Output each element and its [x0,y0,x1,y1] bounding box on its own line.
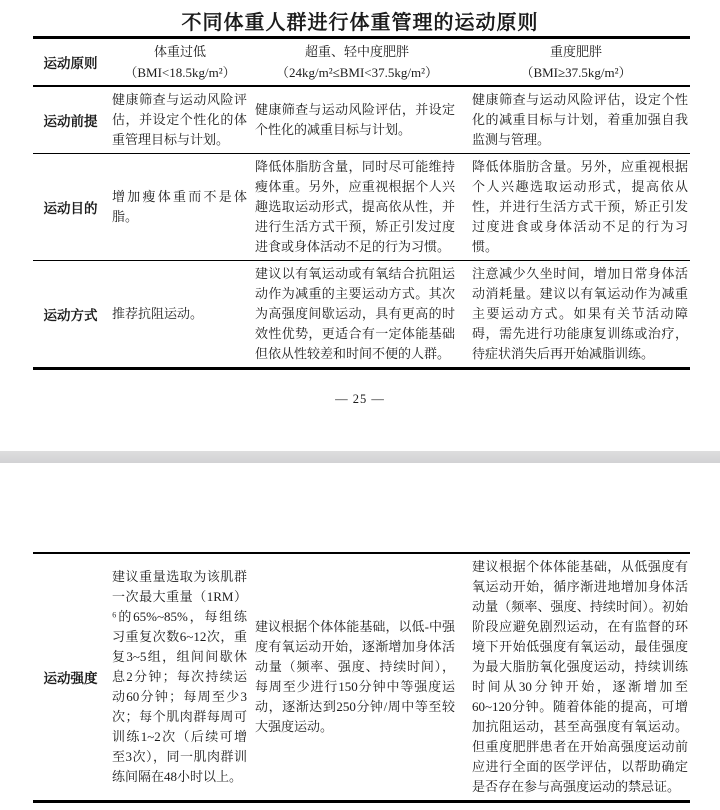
header-col-title: 体重过低 [153,44,206,59]
cell-severe-obesity: 注意减少久坐时间，增加日常身体活动消耗量。建议以有氧运动作为减重主要运动方式。如果有关节活动障碍，需先进行功能康复训练或治疗，待症状消失后再开始减脂训练。 [472,266,688,361]
header-col-bmi-range: （BMI<18.5kg/m²） [124,65,236,80]
header-col-title: 超重、轻中度肥胖 [304,44,409,59]
exercise-principles-table [33,36,690,370]
header-label: 运动原则 [43,56,98,71]
cell-severe-obesity: 建议根据个体体能基础，从低强度有氧运动开始，循序渐进地增加身体活动量（频率、强度、持续时间）。初始阶段应避免剧烈运动，在有监督的环境下开始低强度有氧运动，最佳强度为最大脂肪氧化强度运动，持续训练时间从30分钟开始，逐渐增加至60~120分钟。随着体能的提高，可增加抗阻运动，甚至高强度有氧运动。但重度肥胖患者在开始高强度运动前应进行全面的医学评估，以帮助确定是否存在参与高强度运动的禁忌证。 [472,559,688,794]
header-col-bmi-range: （BMI≥37.5kg/m²） [520,65,632,80]
cell-underweight: 增加瘦体重而不是体脂。 [112,189,247,224]
header-col-severe-obesity [462,39,690,85]
page-title: 不同体重人群进行体重管理的运动原则 [181,12,539,34]
row-label: 运动强度 [43,671,98,686]
header-col-title: 重度肥胖 [549,44,602,59]
row-label: 运动前提 [43,114,98,129]
cell-overweight: 建议根据个体体能基础，以低-中强度有氧运动开始，逐渐增加身体活动量（频率、强度、持续时间），每周至少进行150分钟中等强度运动，逐渐达到250分钟/周中等至较大强度运动。 [255,619,455,734]
cell-severe-obesity: 健康筛查与运动风险评估，设定个性化的减重目标与计划，着重加强自我监测与管理。 [472,92,688,147]
cell-overweight: 建议以有氧运动或有氧结合抗阻运动作为减重的主要运动方式。其次为高强度间歇运动，具有更高的时效性优势，更适合有一定体能基础但依从性较差和时间不便的人群。 [255,266,455,361]
exercise-principles-table-continued [33,552,690,803]
cell-overweight: 健康筛查与运动风险评估，并设定个性化的减重目标与计划。 [255,102,455,137]
cell-overweight: 降低体脂肪含量，同时尽可能维持瘦体重。另外，应重视根据个人兴趣选取运动形式，提高依从性，并进行生活方式干预，矫正引发过度进食或身体活动不足的行为习惯。 [255,159,455,254]
row-label: 运动目的 [43,201,98,216]
cell-underweight: 推荐抗阻运动。 [112,306,204,321]
page-number: — 25 — [335,392,385,406]
header-col-overweight [252,39,462,85]
table-row-exercise-intensity [33,554,690,800]
cell-underweight: 健康筛查与运动风险评估，并设定个性化的体重管理目标与计划。 [112,92,247,147]
cell-severe-obesity: 降低体脂肪含量。另外，应重视根据个人兴趣选取运动形式，提高依从性，并进行生活方式干预，矫正引发过度进食或身体活动不足的行为习惯。 [472,159,688,254]
row-label: 运动方式 [43,308,98,323]
table-header-row [33,39,690,87]
header-col-bmi-range: （24kg/m²≤BMI<37.5kg/m²） [275,65,439,80]
table-row-exercise-goal [33,154,690,261]
cell-underweight: 建议重量选取为该肌群一次最大重量（1RM）⁶的65%~85%，每组练习重复次数6~12次，重复3~5组，组间间歇休息2分钟；每次持续运动60分钟；每周至少3次；每个肌肉群每周可训练1~2次（后续可增至3次），同一肌肉群训练间隔在48小时以上。 [112,569,247,784]
table-row-exercise-prerequisite [33,87,690,154]
table-row-exercise-mode [33,261,690,370]
header-col-underweight [108,39,252,85]
